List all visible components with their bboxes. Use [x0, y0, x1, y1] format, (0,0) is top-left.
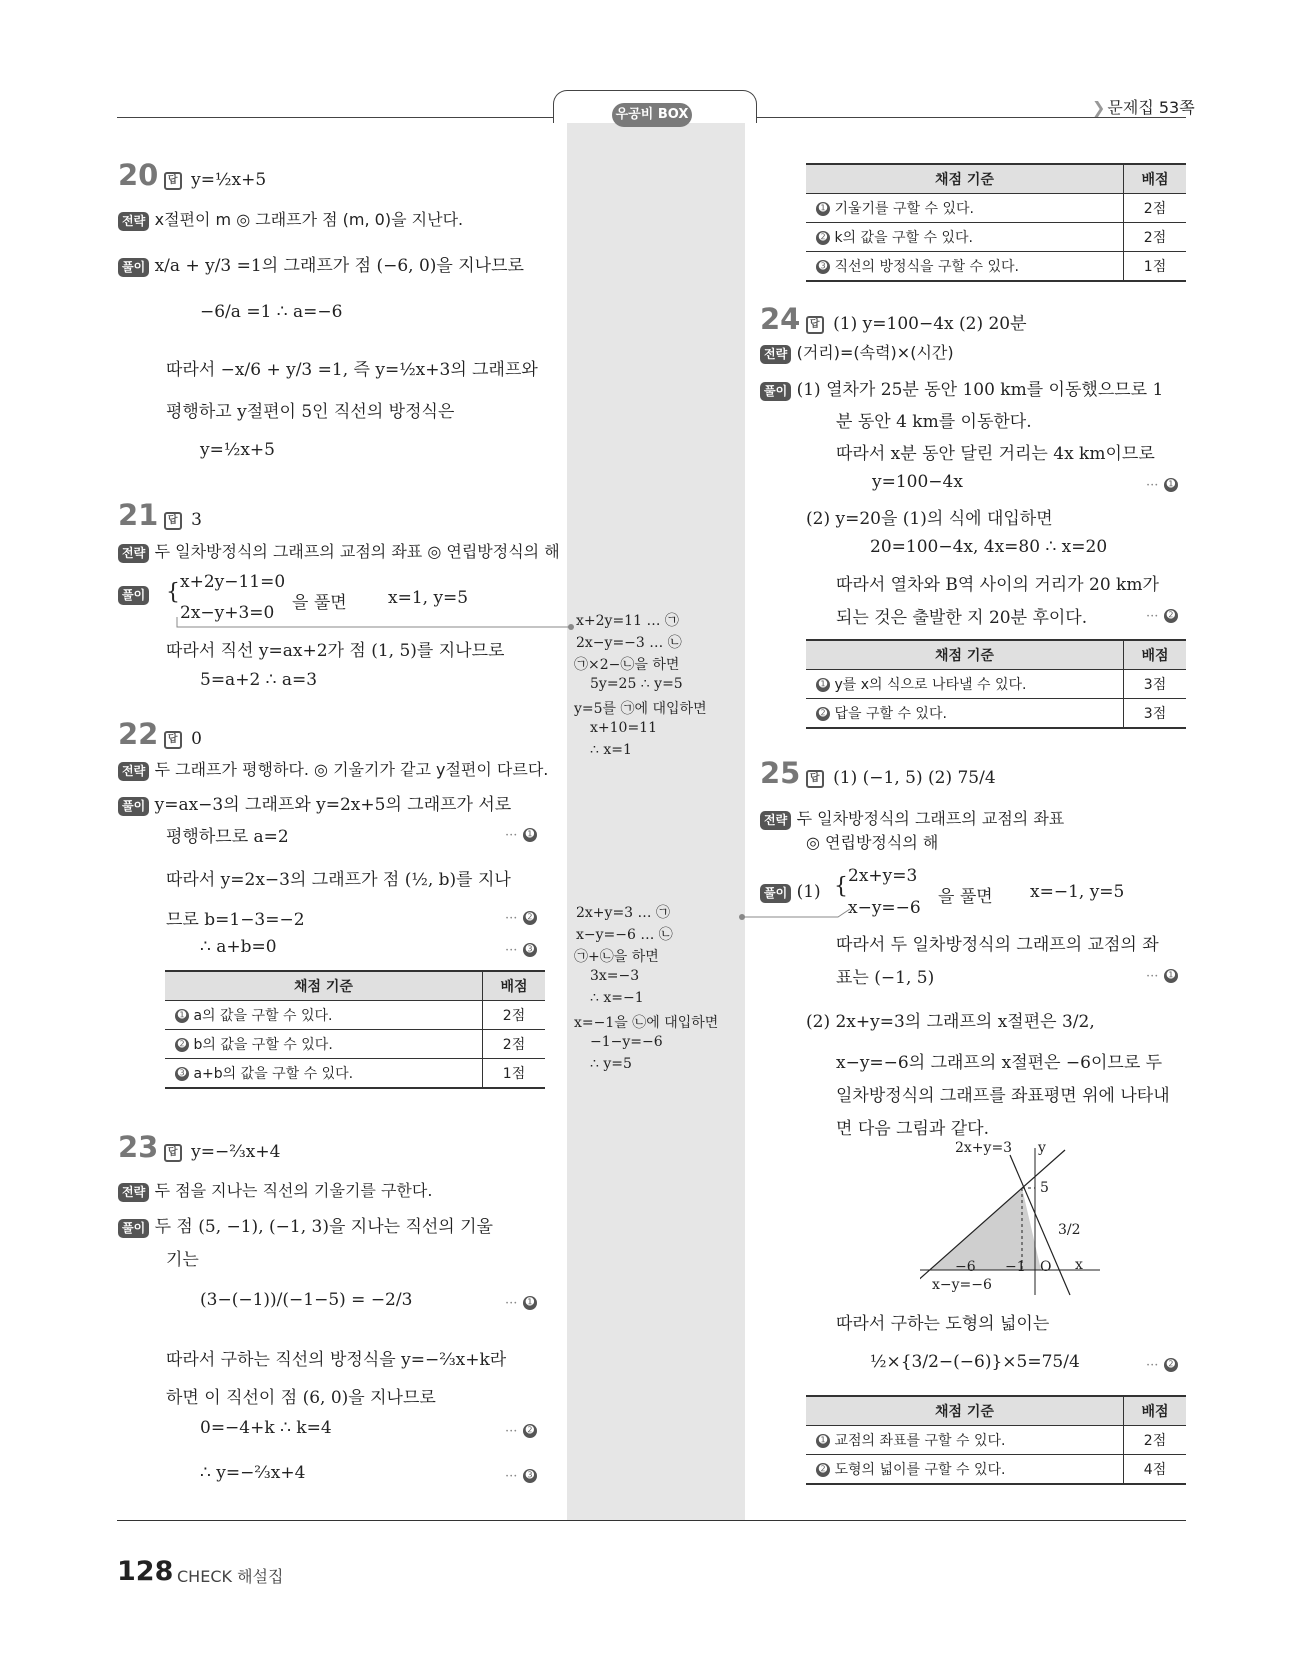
- problem-22: [118, 717, 202, 751]
- box-line: 2x−y=−3 … ㉡: [576, 635, 682, 651]
- solution-line: 면 다음 그림과 같다.: [836, 1119, 989, 1139]
- solution-line: (2) 2x+y=3의 그래프의 x절편은 3/2,: [806, 1012, 1095, 1032]
- solution-line: 기는: [166, 1250, 199, 1270]
- problem-number: 22: [118, 717, 159, 751]
- step-marker: ➊: [816, 678, 830, 692]
- solution-line: x−y=−6의 그래프의 x절편은 −6이므로 두: [836, 1053, 1163, 1073]
- dots: ···: [505, 1424, 518, 1439]
- solution-line: 따라서 구하는 직선의 방정식을 y=−⅔x+k라: [166, 1350, 507, 1370]
- score: 2점: [483, 1001, 546, 1030]
- solution-line: 평행하고 y절편이 5인 직선의 방정식은: [166, 402, 455, 422]
- table-row: [806, 194, 1186, 223]
- answer-badge: 답: [164, 512, 182, 530]
- box-line: x−y=−6 … ㉡: [576, 927, 673, 943]
- step-marker: ➊: [523, 1296, 537, 1310]
- box-line: y=5를 ㉠에 대입하면: [574, 701, 707, 717]
- solution-line: y=100−4x: [872, 472, 963, 492]
- step-marker: ➊: [816, 1434, 830, 1448]
- step-marker: ➌: [523, 943, 537, 957]
- brace: {: [834, 874, 848, 899]
- graph-label: 3/2: [1058, 1222, 1081, 1238]
- table-row: [165, 1001, 545, 1030]
- criterion: a+b의 값을 구할 수 있다.: [193, 1066, 354, 1082]
- equation: 2x+y=3: [848, 866, 918, 886]
- strategy-badge: 전략: [118, 544, 149, 563]
- step-marker: ➋: [816, 1463, 830, 1477]
- graph-label: −1: [1005, 1259, 1026, 1275]
- problem-23: [118, 1130, 280, 1164]
- score: 2점: [1124, 1426, 1187, 1455]
- dots: ···: [1146, 609, 1159, 624]
- dots: ···: [505, 1469, 518, 1484]
- book-title: CHECK 해설집: [177, 1567, 284, 1586]
- step-marker: ➋: [523, 1424, 537, 1438]
- step-marker: ➋: [1164, 609, 1178, 623]
- solution-line: 되는 것은 출발한 지 20분 후이다.: [836, 608, 1088, 628]
- table-header: 채점 기준: [165, 971, 483, 1001]
- problem-24: [760, 302, 1027, 336]
- equation: x−y=−6: [848, 898, 921, 918]
- answer-badge: 답: [806, 770, 824, 788]
- solution-line: x/a + y/3 =1의 그래프가 점 (−6, 0)을 지나므로: [154, 256, 524, 276]
- criterion: k의 값을 구할 수 있다.: [834, 230, 974, 246]
- step-marker: ➌: [175, 1067, 189, 1081]
- score: 2점: [1124, 194, 1187, 223]
- score: 2점: [483, 1030, 546, 1059]
- box-line: x+2y=11 … ㉠: [576, 613, 679, 629]
- connector-line: [738, 905, 858, 925]
- solution-line: 따라서 구하는 도형의 넓이는: [836, 1314, 1050, 1334]
- score: 1점: [1124, 252, 1187, 282]
- step-marker: ➌: [523, 1469, 537, 1483]
- answer-text: y=½x+5: [191, 170, 267, 190]
- strategy-badge: 전략: [118, 762, 149, 781]
- triangle-region: [930, 1188, 1041, 1270]
- table-row: [165, 1059, 545, 1089]
- box-line: 2x+y=3 … ㉠: [576, 905, 670, 921]
- solution-line: 두 점 (5, −1), (−1, 3)을 지나는 직선의 기울: [154, 1217, 493, 1237]
- table-header: 채점 기준: [806, 164, 1124, 194]
- table-row: [806, 252, 1186, 282]
- strategy-badge: 전략: [760, 345, 791, 364]
- table-header: 배점: [483, 971, 546, 1001]
- table-row: [806, 670, 1186, 699]
- score: 4점: [1124, 1455, 1187, 1485]
- answer-text: (1) (−1, 5) (2) 75/4: [833, 768, 996, 788]
- solution-line: y=½x+5: [200, 440, 275, 460]
- box-line: ∴ x=1: [590, 742, 632, 758]
- solution-line: 20=100−4x, 4x=80 ∴ x=20: [870, 537, 1108, 557]
- step-marker: ➊: [1164, 478, 1178, 492]
- criteria-table: [165, 970, 545, 1089]
- solution-line: 을 풀면: [292, 593, 347, 613]
- solution-line: 따라서 직선 y=ax+2가 점 (1, 5)를 지나므로: [166, 641, 505, 661]
- answer-badge: 답: [164, 172, 182, 190]
- page-number: 128: [117, 1556, 174, 1587]
- answer-badge: 답: [164, 1144, 182, 1162]
- graph-label: 2x+y=3: [955, 1140, 1013, 1156]
- dots: ···: [1146, 1358, 1159, 1373]
- solution-line: 므로 b=1−3=−2: [166, 910, 305, 930]
- solution-line: (1): [796, 882, 821, 902]
- score: 3점: [1124, 699, 1187, 729]
- problem-number: 24: [760, 302, 801, 336]
- solution-line: ½×{3/2−(−6)}×5=75/4: [870, 1352, 1080, 1372]
- solution-line: ∴ a+b=0: [200, 937, 277, 957]
- answer-badge: 답: [164, 731, 182, 749]
- strategy-badge: 전략: [118, 1183, 149, 1202]
- strategy-text: ◎ 연립방정식의 해: [806, 833, 939, 852]
- solution-line: (3−(−1))/(−1−5) = −2/3: [200, 1290, 413, 1310]
- criteria-table: [806, 639, 1186, 729]
- graph-label: 5: [1040, 1180, 1049, 1196]
- problem-25: [760, 756, 996, 790]
- solution-line: 0=−4+k ∴ k=4: [200, 1418, 332, 1438]
- strategy-text: 두 일차방정식의 그래프의 교점의 좌표 ◎ 연립방정식의 해: [154, 542, 560, 561]
- graph-label: O: [1040, 1259, 1052, 1275]
- box-line: ㉠+㉡을 하면: [574, 949, 659, 965]
- solution-line: 따라서 열차와 B역 사이의 거리가 20 km가: [836, 575, 1159, 595]
- solution-line: (2) y=20을 (1)의 식에 대입하면: [806, 509, 1053, 529]
- solution-badge: 풀이: [118, 797, 149, 816]
- solution-line: 분 동안 4 km를 이동한다.: [836, 412, 1032, 432]
- solution-line: (1) 열차가 25분 동안 100 km를 이동했으므로 1: [796, 380, 1164, 400]
- answer-badge: 답: [806, 316, 824, 334]
- score: 2점: [1124, 223, 1187, 252]
- graph-label: x: [1075, 1257, 1083, 1273]
- dots: ···: [505, 828, 518, 843]
- strategy-text: (거리)=(속력)×(시간): [796, 343, 954, 362]
- table-row: [806, 1426, 1186, 1455]
- box-column: [567, 112, 745, 1520]
- strategy-text: x절편이 m ◎ 그래프가 점 (m, 0)을 지난다.: [154, 210, 464, 229]
- strategy-text: 두 그래프가 평행하다. ◎ 기울기가 같고 y절편이 다르다.: [154, 760, 549, 779]
- box-line: ∴ y=5: [590, 1056, 632, 1072]
- step-marker: ➋: [816, 231, 830, 245]
- table-row: [806, 699, 1186, 729]
- strategy-badge: 전략: [760, 811, 791, 830]
- step-marker: ➌: [816, 260, 830, 274]
- solution-line: ∴ y=−⅔x+4: [200, 1463, 306, 1483]
- step-marker: ➊: [1164, 969, 1178, 983]
- box-line: ∴ x=−1: [590, 990, 644, 1006]
- step-marker: ➋: [816, 707, 830, 721]
- solution-line: y=ax−3의 그래프와 y=2x+5의 그래프가 서로: [154, 795, 512, 815]
- box-line: −1−y=−6: [590, 1034, 663, 1050]
- graph-label: y: [1038, 1140, 1046, 1156]
- solution-badge: 풀이: [118, 258, 149, 277]
- dots: ···: [505, 943, 518, 958]
- box-line: x=−1을 ㉡에 대입하면: [574, 1015, 719, 1031]
- solution-badge: 풀이: [118, 586, 149, 605]
- solution-badge: 풀이: [760, 884, 791, 903]
- step-marker: ➋: [175, 1038, 189, 1052]
- solution-line: 을 풀면: [938, 887, 993, 907]
- answer-text: y=−⅔x+4: [191, 1142, 281, 1162]
- graph-label: x−y=−6: [932, 1277, 992, 1293]
- problem-number: 21: [118, 498, 159, 532]
- table-header: 배점: [1124, 164, 1187, 194]
- coordinate-graph: [920, 1140, 1110, 1300]
- problem-number: 23: [118, 1130, 159, 1164]
- table-row: [806, 223, 1186, 252]
- step-marker: ➊: [816, 202, 830, 216]
- criterion: 도형의 넓이를 구할 수 있다.: [834, 1462, 1006, 1478]
- step-marker: ➊: [523, 828, 537, 842]
- answer-text: (1) y=100−4x (2) 20분: [833, 314, 1027, 334]
- solution-line: −6/a =1 ∴ a=−6: [200, 302, 343, 322]
- solution-line: 따라서 두 일차방정식의 그래프의 교점의 좌: [836, 935, 1159, 955]
- answer-text: 0: [191, 729, 202, 749]
- connector-line: [175, 615, 575, 637]
- page-ref: [1092, 95, 1195, 118]
- dots: ···: [505, 1296, 518, 1311]
- solution-line: 일차방정식의 그래프를 좌표평면 위에 나타내: [836, 1086, 1170, 1106]
- table-row: [806, 1455, 1186, 1485]
- dots: ···: [505, 911, 518, 926]
- strategy-text: 두 점을 지나는 직선의 기울기를 구한다.: [154, 1181, 433, 1200]
- solution-badge: 풀이: [118, 1219, 149, 1238]
- problem-number: 25: [760, 756, 801, 790]
- equation: 2x−y+3=0: [180, 603, 275, 623]
- criterion: 교점의 좌표를 구할 수 있다.: [834, 1433, 1006, 1449]
- step-marker: ➊: [175, 1009, 189, 1023]
- solution-line: 5=a+2 ∴ a=3: [200, 670, 318, 690]
- solution-line: 표는 (−1, 5): [836, 968, 935, 988]
- box-label: 우공비 BOX: [612, 103, 692, 127]
- equation: x+2y−11=0: [180, 572, 286, 592]
- table-header: 배점: [1124, 1396, 1187, 1426]
- criterion: b의 값을 구할 수 있다.: [193, 1037, 333, 1053]
- problem-number: 20: [118, 158, 159, 192]
- page-ref-text: 문제집 53쪽: [1107, 98, 1195, 117]
- criteria-table: [806, 1395, 1186, 1485]
- criterion: y를 x의 식으로 나타낼 수 있다.: [834, 677, 1027, 693]
- dots: ···: [1146, 478, 1159, 493]
- step-marker: ➋: [523, 911, 537, 925]
- solution-line: 하면 이 직선이 점 (6, 0)을 지나므로: [166, 1388, 436, 1408]
- box-line: ㉠×2−㉡을 하면: [574, 657, 680, 673]
- chevron-right-icon: ❯: [1092, 98, 1106, 117]
- solution-line: 평행하므로 a=2: [166, 827, 289, 847]
- criterion: 답을 구할 수 있다.: [834, 706, 947, 722]
- solution-line: 따라서 y=2x−3의 그래프가 점 (½, b)를 지나: [166, 870, 511, 890]
- graph-label: −6: [955, 1259, 976, 1275]
- score: 3점: [1124, 670, 1187, 699]
- solution-line: 따라서 −x/6 + y/3 =1, 즉 y=½x+3의 그래프와: [166, 360, 538, 380]
- answer-text: 3: [191, 510, 202, 530]
- solution-line: x=1, y=5: [388, 588, 469, 608]
- box-line: 5y=25 ∴ y=5: [590, 676, 683, 692]
- solution-line: 따라서 x분 동안 달린 거리는 4x km이므로: [836, 444, 1155, 464]
- criterion: a의 값을 구할 수 있다.: [193, 1008, 333, 1024]
- strategy-text: 두 일차방정식의 그래프의 교점의 좌표: [796, 809, 1065, 828]
- step-marker: ➋: [1164, 1358, 1178, 1372]
- score: 1점: [483, 1059, 546, 1089]
- problem-21: [118, 498, 202, 532]
- table-row: [165, 1030, 545, 1059]
- solution-line: x=−1, y=5: [1030, 882, 1125, 902]
- table-header: 배점: [1124, 640, 1187, 670]
- box-line: x+10=11: [590, 720, 657, 736]
- strategy-badge: 전략: [118, 212, 149, 231]
- criteria-table: [806, 163, 1186, 282]
- solution-badge: 풀이: [760, 382, 791, 401]
- box-line: 3x=−3: [590, 968, 640, 984]
- table-header: 채점 기준: [806, 1396, 1124, 1426]
- brace: {: [166, 580, 180, 605]
- table-header: 채점 기준: [806, 640, 1124, 670]
- criterion: 기울기를 구할 수 있다.: [834, 201, 974, 217]
- criterion: 직선의 방정식을 구할 수 있다.: [834, 259, 1019, 275]
- dots: ···: [1146, 969, 1159, 984]
- problem-20: [118, 158, 266, 192]
